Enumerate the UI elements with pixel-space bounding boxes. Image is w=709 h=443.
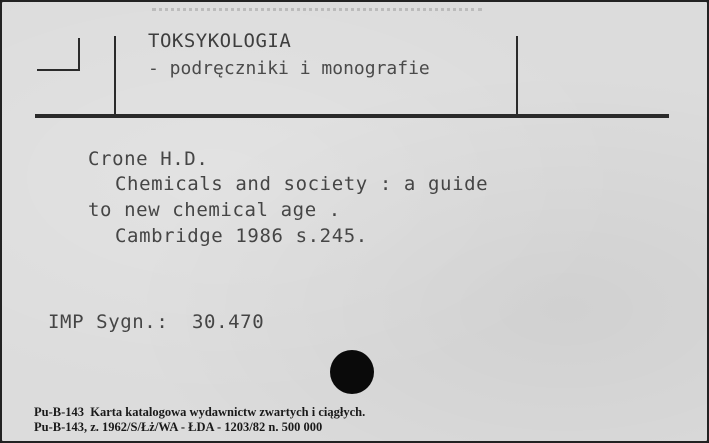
left-tab-vertical bbox=[78, 38, 80, 71]
header-bottom-rule bbox=[35, 114, 669, 118]
footer-line-2: Pu-B-143, z. 1962/S/Łż/WA - ŁDA - 1203/82 n. 500 000 bbox=[34, 420, 323, 434]
footer-line-1: Pu-B-143 Karta katalogowa wydawnictw zwartych i ciągłych. bbox=[34, 405, 366, 419]
signature-label: IMP Sygn.: bbox=[48, 311, 169, 333]
title-line-2: to new chemical age . bbox=[88, 199, 341, 221]
author-line: Crone H.D. bbox=[88, 148, 209, 170]
signature-value: 30.470 bbox=[192, 311, 265, 333]
punch-hole bbox=[330, 350, 374, 394]
left-tab-horizontal bbox=[37, 69, 80, 71]
title-line-1: Chemicals and society : a guide bbox=[115, 173, 489, 195]
header-right-rule bbox=[516, 36, 518, 116]
imprint-line: Cambridge 1986 s.245. bbox=[115, 225, 368, 247]
faint-offset-text bbox=[152, 8, 482, 25]
header-left-rule bbox=[114, 36, 116, 116]
subject-subheading: - podręczniki i monografie bbox=[148, 58, 430, 79]
subject-heading: TOKSYKOLOGIA bbox=[148, 30, 292, 52]
